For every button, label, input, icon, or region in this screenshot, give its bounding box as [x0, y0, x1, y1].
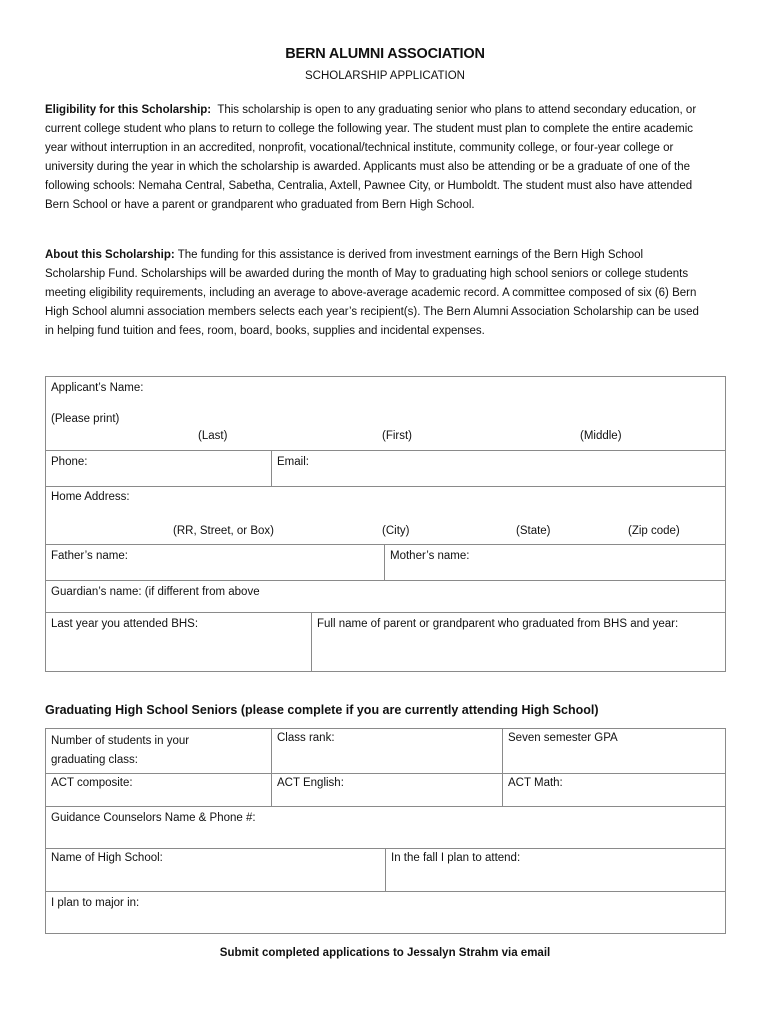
num-students-label: Number of students in your graduating class:	[51, 735, 190, 766]
applicant-form-table	[45, 376, 726, 672]
guardian-name-label: Guardian’s name: (if different from above	[51, 586, 260, 598]
applicant-name-label: Applicant’s Name:	[51, 382, 144, 394]
class-rank-field[interactable]	[272, 729, 503, 774]
guidance-counselor-label: Guidance Counselors Name & Phone #:	[51, 812, 256, 824]
act-math-field[interactable]	[503, 774, 726, 807]
home-address-label: Home Address:	[51, 491, 130, 503]
email-label: Email:	[277, 456, 309, 468]
major-label: I plan to major in:	[51, 897, 140, 909]
last-year-bhs-field[interactable]	[46, 613, 312, 672]
about-paragraph	[45, 246, 705, 341]
high-school-name-field[interactable]	[46, 849, 386, 892]
eligibility-label: Eligibility for this Scholarship:	[45, 104, 212, 116]
mother-name-label: Mother’s name:	[390, 550, 470, 562]
city-hint: (City)	[382, 525, 410, 537]
father-name-field[interactable]	[46, 545, 385, 581]
class-rank-label: Class rank:	[277, 732, 335, 744]
parent-graduate-label: Full name of parent or grandparent who graduated from BHS and year:	[317, 618, 679, 630]
applicant-name-field[interactable]	[46, 377, 726, 451]
act-math-label: ACT Math:	[508, 777, 563, 789]
eligibility-text: This scholarship is open to any graduating senior who plans to attend secondary education, or current college student who plans to return to college the following year. The student must plan to complete the entire academic year without interruption in an accredited, nonprofit, vocational/technical institute, community college, or four-year college or university during the year in which the scholarship is awarded. Applicants must also be attending or be a graduate of one of the following schools: Nemaha Central, Sabetha, Centralia, Axtell, Pawnee City, or Humboldt. The student must also have attended Bern School or have a parent or grandparent who graduated from Bern High School.	[45, 104, 697, 211]
gpa-label: Seven semester GPA	[508, 732, 618, 744]
home-address-field[interactable]	[46, 487, 726, 545]
num-students-field[interactable]	[46, 729, 272, 774]
email-field[interactable]	[272, 451, 726, 487]
last-year-bhs-label: Last year you attended BHS:	[51, 618, 199, 630]
major-field[interactable]	[46, 892, 726, 934]
fall-plan-label: In the fall I plan to attend:	[391, 852, 521, 864]
fall-plan-field[interactable]	[386, 849, 726, 892]
guardian-name-field[interactable]	[46, 581, 726, 613]
act-english-field[interactable]	[272, 774, 503, 807]
about-text: The funding for this assistance is derived from investment earnings of the Bern High School Scholarship Fund. Scholarships will be awarded during the month of May to graduating high school seniors or college students meeting eligibility requirements, including an average to above-average academic record. A committee composed of six (6) Bern High School alumni association members selects each year’s recipient(s). The Bern Alumni Association Scholarship can be used in helping fund tuition and fees, room, board, books, supplies and incidental expenses.	[45, 249, 699, 337]
act-composite-field[interactable]	[46, 774, 272, 807]
high-school-form-table	[45, 728, 726, 934]
last-name-hint: (Last)	[198, 430, 228, 442]
page-subtitle: SCHOLARSHIP APPLICATION	[305, 70, 465, 82]
high-school-name-label: Name of High School:	[51, 852, 163, 864]
please-print-label: (Please print)	[51, 413, 120, 425]
submission-instructions: Submit completed applications to Jessalyn Strahm via email	[219, 947, 551, 959]
guidance-counselor-field[interactable]	[46, 807, 726, 849]
first-name-hint: (First)	[382, 430, 413, 442]
act-composite-label: ACT composite:	[51, 777, 133, 789]
state-hint: (State)	[516, 525, 551, 537]
hs-section-heading: Graduating High School Seniors (please complete if you are currently attending High School)	[45, 703, 599, 717]
page-title: BERN ALUMNI ASSOCIATION	[285, 46, 485, 62]
phone-label: Phone:	[51, 456, 88, 468]
parent-graduate-field[interactable]	[312, 613, 726, 672]
father-name-label: Father’s name:	[51, 550, 128, 562]
eligibility-paragraph	[45, 101, 705, 215]
gpa-field[interactable]	[503, 729, 726, 774]
act-english-label: ACT English:	[277, 777, 344, 789]
zip-hint: (Zip code)	[628, 525, 680, 537]
phone-field[interactable]	[46, 451, 272, 487]
street-hint: (RR, Street, or Box)	[173, 525, 274, 537]
about-label: About this Scholarship:	[45, 249, 175, 261]
middle-name-hint: (Middle)	[580, 430, 622, 442]
mother-name-field[interactable]	[385, 545, 726, 581]
